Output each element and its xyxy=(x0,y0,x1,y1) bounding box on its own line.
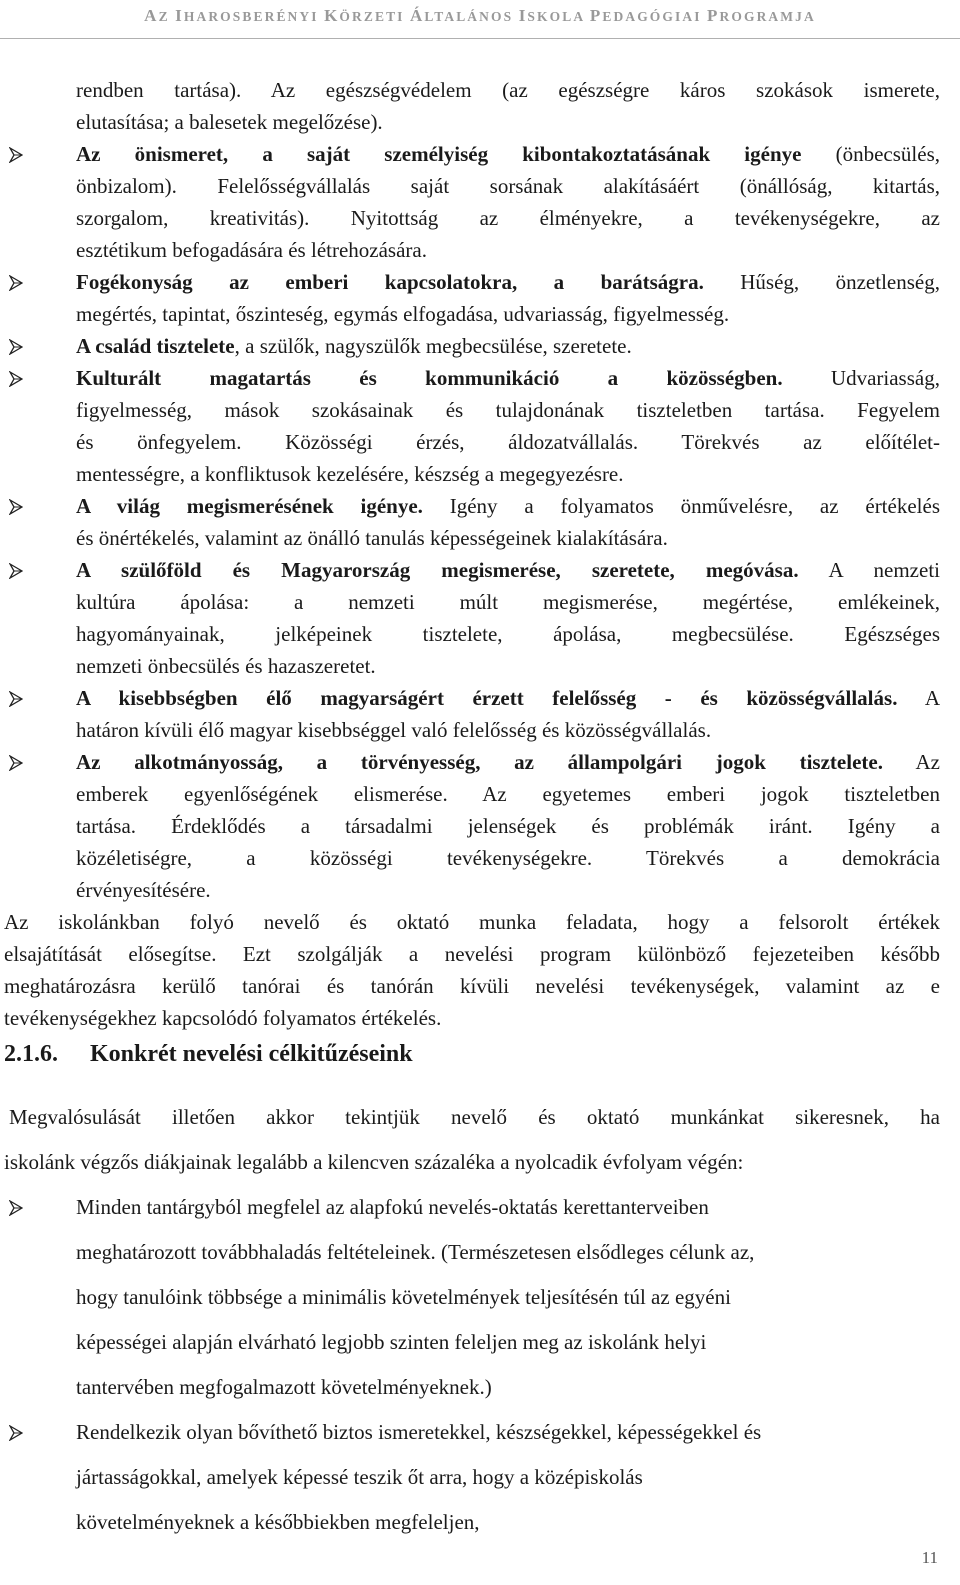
bullet-item-line xyxy=(76,746,940,778)
header-title-part: ÖRZETI xyxy=(339,9,410,24)
text-line xyxy=(76,234,427,266)
text-run: elutasítása; a balesetek megelőzése). xyxy=(76,110,383,134)
text-line xyxy=(76,1281,731,1313)
header-title-part: LTALÁNOS xyxy=(424,9,519,24)
text-run: Udvariasság, xyxy=(782,366,940,390)
text-line xyxy=(76,458,624,490)
text-run: önbizalom). Felelősségvállalás saját sorsának alakításáért (önállóság, kitartás, xyxy=(76,174,940,198)
text-line xyxy=(76,106,383,138)
text-run: Igény a folyamatos önművelésre, az értékelés xyxy=(422,494,940,518)
bullet-item-line xyxy=(76,266,940,298)
text-run: Az iskolánkban folyó nevelő és oktató munka feladata, hogy a felsorolt értékek xyxy=(4,910,940,934)
header-title-part: EDAGÓGIAI xyxy=(602,9,708,24)
bold-phrase: A kisebbségben élő magyarságért érzett felelősség - és közösségvállalás. xyxy=(76,686,898,710)
text-run: tevékenységekhez kapcsolódó folyamatos értékelés. xyxy=(4,1006,442,1030)
arrow-bullet-icon xyxy=(9,371,23,387)
header-title-part: SKOLA xyxy=(527,9,590,24)
text-line xyxy=(76,1461,643,1493)
text-line xyxy=(4,1002,441,1034)
text-run: hogy tanulóink többsége a minimális követelmények teljesítésén túl az egyéni xyxy=(76,1285,731,1309)
text-run: meghatározott továbbhaladás feltételeinek. (Természetesen elsődleges célunk az, xyxy=(76,1240,755,1264)
text-run: figyelmesség, mások szokásainak és tulajdonának tiszteletben tartása. Fegyelem xyxy=(76,398,940,422)
text-line xyxy=(4,938,940,970)
text-run: és önfegyelem. Közösségi érzés, áldozatvállalás. Törekvés az előítélet- xyxy=(76,430,940,454)
text-run: közéletiségre, a közösségi tevékenységekre. Törekvés a demokrácia xyxy=(76,846,940,870)
header-title-part: P xyxy=(589,6,603,25)
arrow-bullet-icon xyxy=(9,563,23,579)
text-run: követelményeknek a későbbiekben megfeleljen, xyxy=(76,1510,480,1534)
arrow-bullet-icon xyxy=(9,275,23,291)
bullet-item-line xyxy=(76,330,632,362)
arrow-bullet-icon xyxy=(9,691,23,707)
text-run: nemzeti önbecsülés és hazaszeretet. xyxy=(76,654,376,678)
arrow-bullet-icon xyxy=(9,755,23,771)
text-line xyxy=(76,714,711,746)
bold-phrase: Az önismeret, a saját személyiség kibontakoztatásának igénye xyxy=(76,142,802,166)
text-run: hagyományainak, jelképeinek tisztelete, ápolása, megbecsülése. Egészséges xyxy=(76,622,940,646)
header-title-part: HAROSBERÉNYI xyxy=(183,9,325,24)
arrow-bullet-icon xyxy=(9,499,23,515)
bullet-item-line xyxy=(76,138,940,170)
bullet-item-line xyxy=(76,1191,709,1223)
text-run: képességei alapján elvárható legjobb szinten feleljen meg az iskolánk helyi xyxy=(76,1330,707,1354)
text-run: jártasságokkal, amelyek képessé teszik őt arra, hogy a középiskolás xyxy=(76,1465,643,1489)
text-line xyxy=(9,1101,940,1133)
text-run: elsajátítását elősegítse. Ezt szolgálják a nevelési program különböző fejezeteiben később xyxy=(4,942,940,966)
text-line xyxy=(76,874,211,906)
text-run: tartása. Érdeklődés a társadalmi jelenségek és problémák iránt. Igény a xyxy=(76,814,940,838)
text-line xyxy=(76,618,940,650)
arrow-bullet-icon xyxy=(9,1200,23,1216)
bold-phrase: Kulturált magatartás és kommunikáció a közösségben. xyxy=(76,366,783,390)
text-line xyxy=(76,650,376,682)
text-line xyxy=(76,202,940,234)
text-line xyxy=(76,842,940,874)
header-title-part: A xyxy=(144,6,159,25)
text-line xyxy=(76,394,940,426)
text-run: tantervében megfogalmazott követelményeknek.) xyxy=(76,1375,492,1399)
text-run: határon kívüli élő magyar kisebbséggel való felelősség és közösségvállalás. xyxy=(76,718,712,742)
text-run: rendben tartása). Az egészségvédelem (az egészségre káros szokások ismerete, xyxy=(76,78,940,102)
text-line xyxy=(76,810,940,842)
header-title-part: I xyxy=(518,6,528,25)
arrow-bullet-icon xyxy=(9,339,23,355)
bold-phrase: A szülőföld és Magyarország megismerése, szeretete, megóvása. xyxy=(76,558,799,582)
section-title: Konkrét nevelési célkitűzéseink xyxy=(90,1041,413,1067)
text-line xyxy=(76,1326,706,1358)
header-title-part: Á xyxy=(410,6,425,25)
header-title-part: K xyxy=(324,6,340,25)
text-line xyxy=(76,298,729,330)
text-line xyxy=(76,426,940,458)
text-line xyxy=(76,778,940,810)
section-heading xyxy=(4,1038,413,1070)
text-line xyxy=(76,74,940,106)
text-line xyxy=(76,1506,480,1538)
text-run: kultúra ápolása: a nemzeti múlt megismerése, megértése, emlékeinek, xyxy=(76,590,940,614)
text-run: megértés, tapintat, őszinteség, egymás elfogadása, udvariasság, figyelmesség. xyxy=(76,302,730,326)
text-run: Az xyxy=(882,750,940,774)
text-line xyxy=(76,1371,492,1403)
text-run: mentességre, a konfliktusok kezelésére, készség a megegyezésre. xyxy=(76,462,624,486)
text-run: Megvalósulását illetően akkor tekintjük nevelő és oktató munkánkat sikeresnek, ha xyxy=(9,1105,940,1129)
arrow-bullet-icon xyxy=(9,1425,23,1441)
page-number: 11 xyxy=(921,1548,938,1567)
text-run: iskolánk végzős diákjainak legalább a kilencven százaléka a nyolcadik évfolyam végén: xyxy=(4,1150,744,1174)
header-title-part: Z xyxy=(158,9,176,24)
bold-phrase: A világ megismerésének igénye. xyxy=(76,494,423,518)
text-run: A xyxy=(897,686,940,710)
text-line xyxy=(4,970,940,1002)
text-run: esztétikum befogadására és létrehozására. xyxy=(76,238,427,262)
text-run: szorgalom, kreativitás). Nyitottság az élményekre, a tevékenységekre, az xyxy=(76,206,940,230)
bullet-item-line xyxy=(76,554,940,586)
bold-phrase: Fogékonyság az emberi kapcsolatokra, a barátságra. xyxy=(76,270,704,294)
bullet-item-line xyxy=(76,1416,761,1448)
header-title-part: ROGRAMJA xyxy=(719,9,816,24)
text-line xyxy=(76,1236,754,1268)
text-line xyxy=(4,1146,743,1178)
section-number: 2.1.6. xyxy=(4,1041,58,1067)
text-line xyxy=(76,170,940,202)
bullet-item-line xyxy=(76,682,940,714)
arrow-bullet-icon xyxy=(9,147,23,163)
bold-phrase: A család tisztelete xyxy=(76,334,235,358)
text-run: meghatározásra kerülő tanórai és tanórán kívüli nevelési tevékenységek, valamint az e xyxy=(4,974,940,998)
text-run: érvényesítésére. xyxy=(76,878,211,902)
text-run: , a szülők, nagyszülők megbecsülése, szeretete. xyxy=(234,334,632,358)
text-run: és önértékelés, valamint az önálló tanulás képességeinek kialakítására. xyxy=(76,526,668,550)
bullet-item-line xyxy=(76,362,940,394)
text-run: emberek egyenlőségének elismerése. Az egyetemes emberi jogok tiszteletben xyxy=(76,782,940,806)
text-line xyxy=(76,586,940,618)
document-header xyxy=(0,6,960,26)
text-run: (önbecsülés, xyxy=(801,142,940,166)
header-divider xyxy=(0,38,960,39)
header-title-part: I xyxy=(175,6,184,25)
text-run: Minden tantárgyból megfelel az alapfokú nevelés-oktatás kerettanterveiben xyxy=(76,1195,709,1219)
text-run: Rendelkezik olyan bővíthető biztos ismeretekkel, készségekkel, képességekkel és xyxy=(76,1420,762,1444)
header-title-part: P xyxy=(707,6,720,25)
text-run: Hűség, önzetlenség, xyxy=(703,270,940,294)
bold-phrase: Az alkotmányosság, a törvényesség, az állampolgári jogok tisztelete. xyxy=(76,750,883,774)
text-line xyxy=(4,906,940,938)
bullet-item-line xyxy=(76,490,940,522)
text-run: A nemzeti xyxy=(798,558,940,582)
text-line xyxy=(76,522,668,554)
